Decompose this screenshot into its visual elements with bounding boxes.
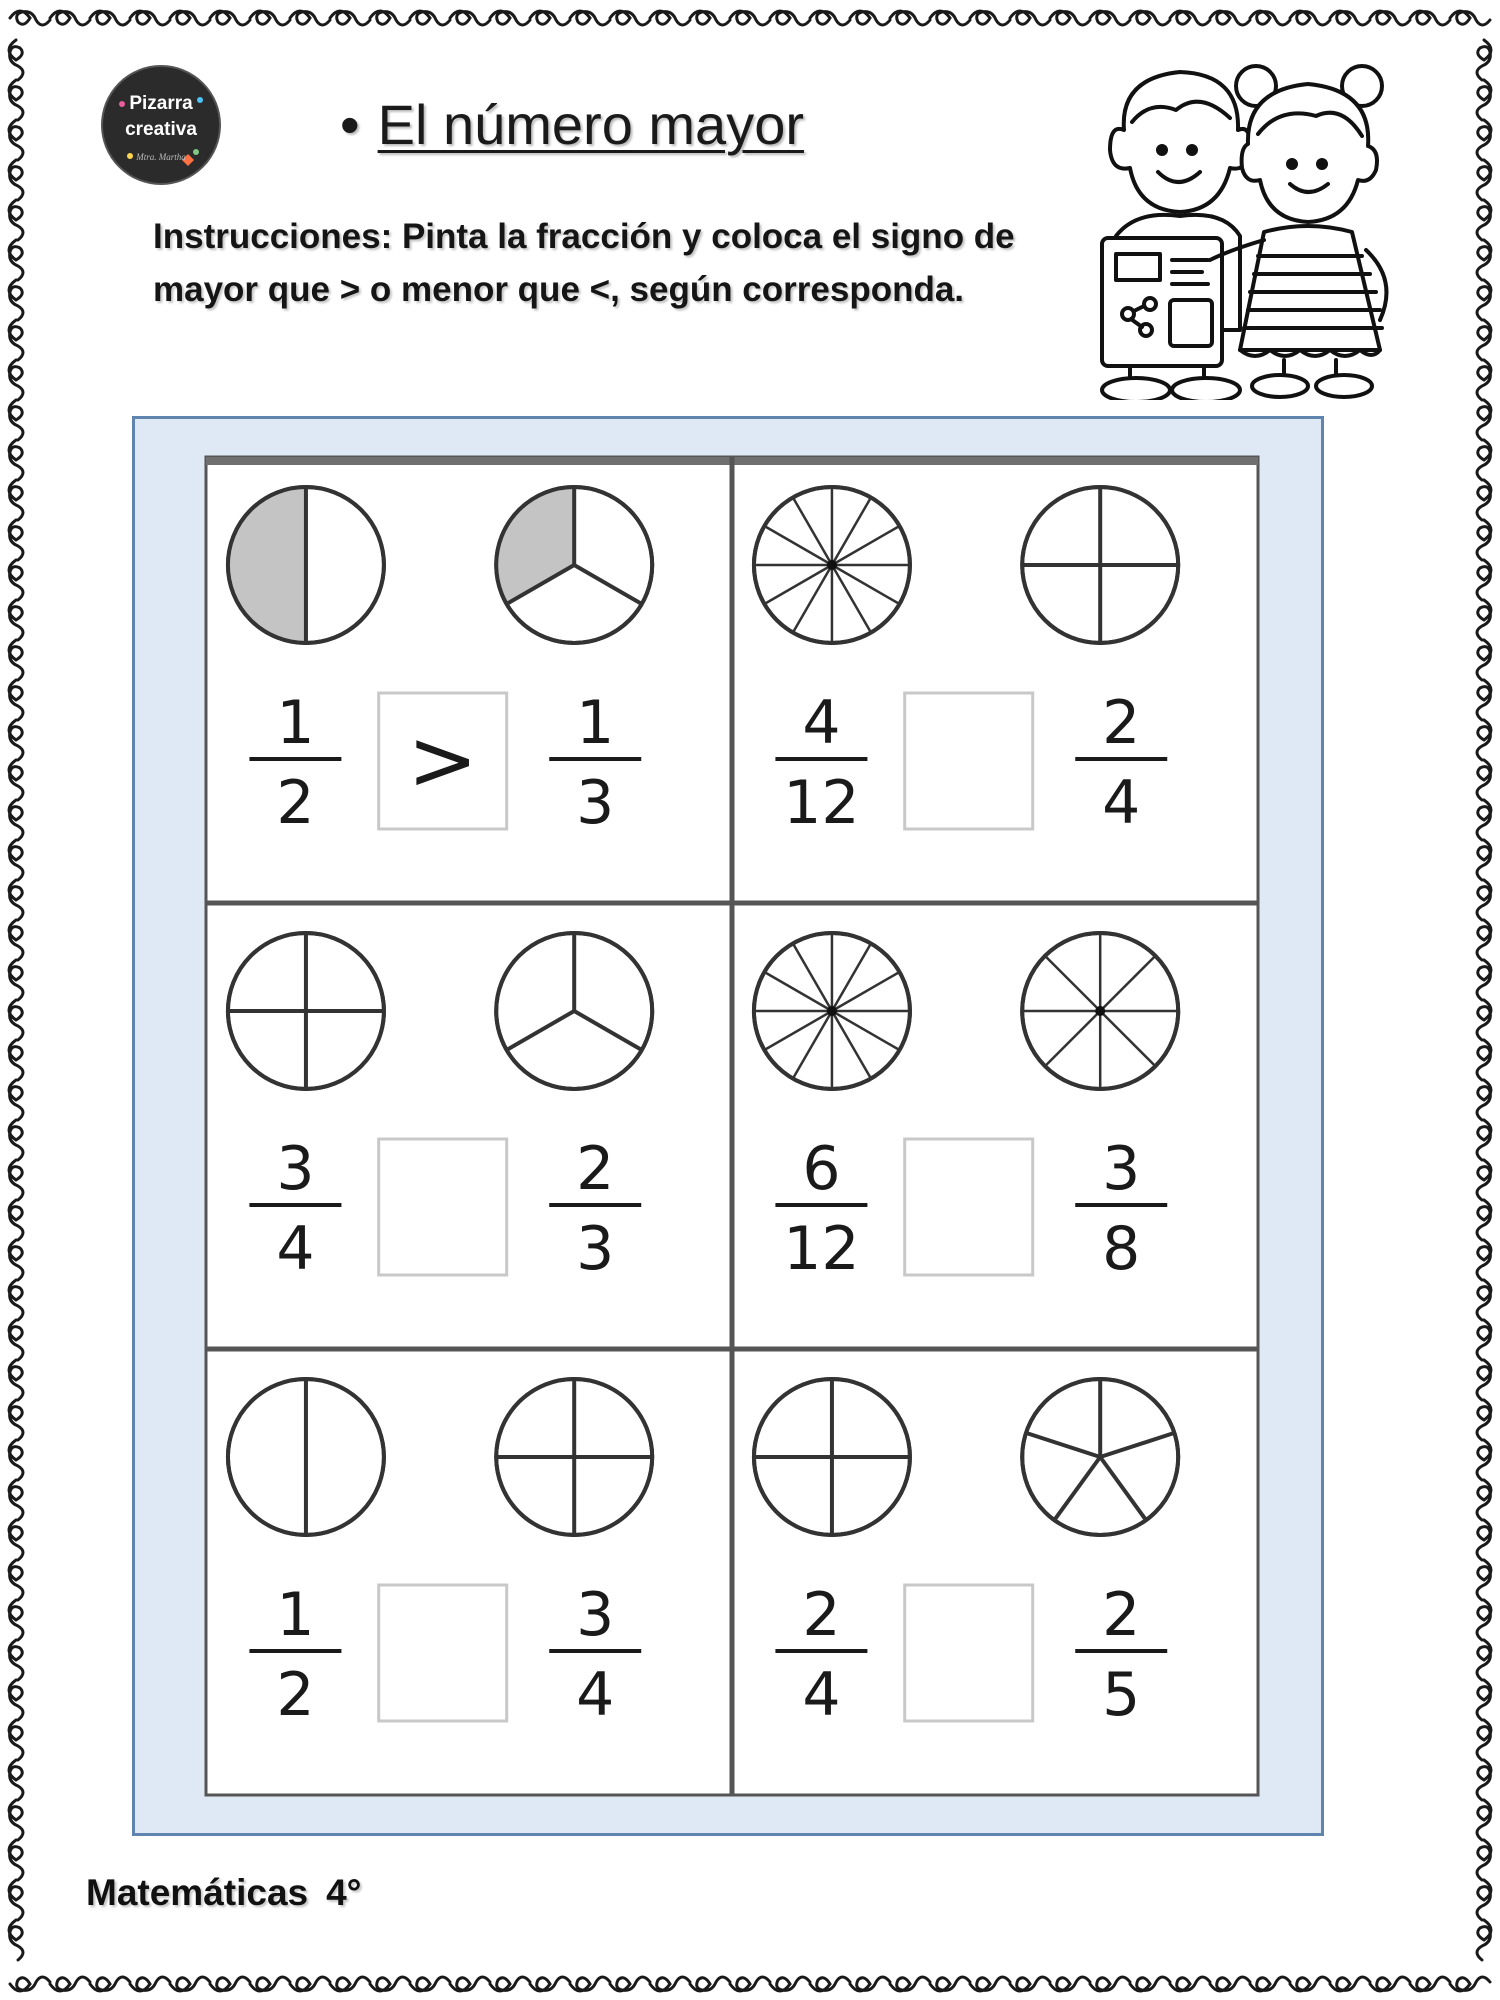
title-bullet: • [340, 93, 360, 156]
logo-line1: Pizarra [129, 93, 193, 114]
fraction-circle-left[interactable] [228, 1379, 384, 1535]
fraction-numerator: 2 [1102, 1580, 1141, 1650]
fraction-numerator: 3 [576, 1580, 615, 1650]
fraction-circle-right[interactable] [1022, 487, 1178, 643]
fraction-circle-right[interactable] [496, 1379, 652, 1535]
fraction-denominator: 5 [1102, 1660, 1141, 1730]
page-title [340, 92, 804, 157]
fraction-circle-left[interactable] [754, 1379, 910, 1535]
fraction-circle-left[interactable] [754, 933, 910, 1089]
fraction-numerator: 2 [1102, 688, 1141, 758]
fraction-circle-right[interactable] [1022, 1379, 1178, 1535]
fraction-numerator: 2 [576, 1134, 615, 1204]
footer [86, 1872, 361, 1914]
answer-box[interactable] [379, 1585, 507, 1721]
fraction-denominator: 8 [1102, 1214, 1141, 1284]
fraction-numerator: 3 [276, 1134, 315, 1204]
fraction-denominator: 4 [276, 1214, 315, 1284]
footer-subject: Matemáticas [86, 1872, 309, 1913]
fraction-denominator: 2 [276, 1660, 315, 1730]
fraction-numerator: 1 [276, 688, 315, 758]
fraction-numerator: 6 [802, 1134, 841, 1204]
instructions-text: Instrucciones: Pinta la fracción y coloca el signo de mayor que > o menor que <, según corresponda. [153, 217, 1015, 309]
fraction-denominator: 4 [576, 1660, 615, 1730]
fraction-numerator: 1 [276, 1580, 315, 1650]
fraction-denominator: 3 [576, 768, 615, 838]
answer-box[interactable] [905, 693, 1033, 829]
fraction-circle-left[interactable] [228, 933, 384, 1089]
answer-box[interactable] [379, 1139, 507, 1275]
pizarra-creativa-logo [100, 64, 222, 186]
fraction-denominator: 2 [276, 768, 315, 838]
fraction-numerator: 3 [1102, 1134, 1141, 1204]
fraction-denominator: 4 [1102, 768, 1141, 838]
fraction-denominator: 3 [576, 1214, 615, 1284]
kids-illustration [1080, 60, 1420, 400]
fraction-numerator: 4 [802, 688, 841, 758]
fraction-numerator: 1 [576, 688, 615, 758]
fraction-denominator: 12 [783, 1214, 860, 1284]
footer-grade: 4° [326, 1872, 362, 1913]
fraction-circle-right[interactable] [1022, 933, 1178, 1089]
fraction-denominator: 12 [783, 768, 860, 838]
logo-line2: creativa [125, 119, 197, 140]
fraction-circle-left[interactable] [228, 487, 384, 643]
fraction-circle-left[interactable] [754, 487, 910, 643]
logo-signature: Mtra. Martha [136, 152, 186, 162]
fraction-circle-right[interactable] [496, 933, 652, 1089]
answer-sign: > [407, 711, 478, 809]
fraction-circle-right[interactable] [496, 487, 652, 643]
fraction-denominator: 4 [802, 1660, 841, 1730]
answer-box[interactable] [905, 1585, 1033, 1721]
fraction-numerator: 2 [802, 1580, 841, 1650]
answer-box[interactable] [905, 1139, 1033, 1275]
title-text: El número mayor [377, 93, 804, 156]
fraction-worksheet [204, 455, 1260, 1797]
